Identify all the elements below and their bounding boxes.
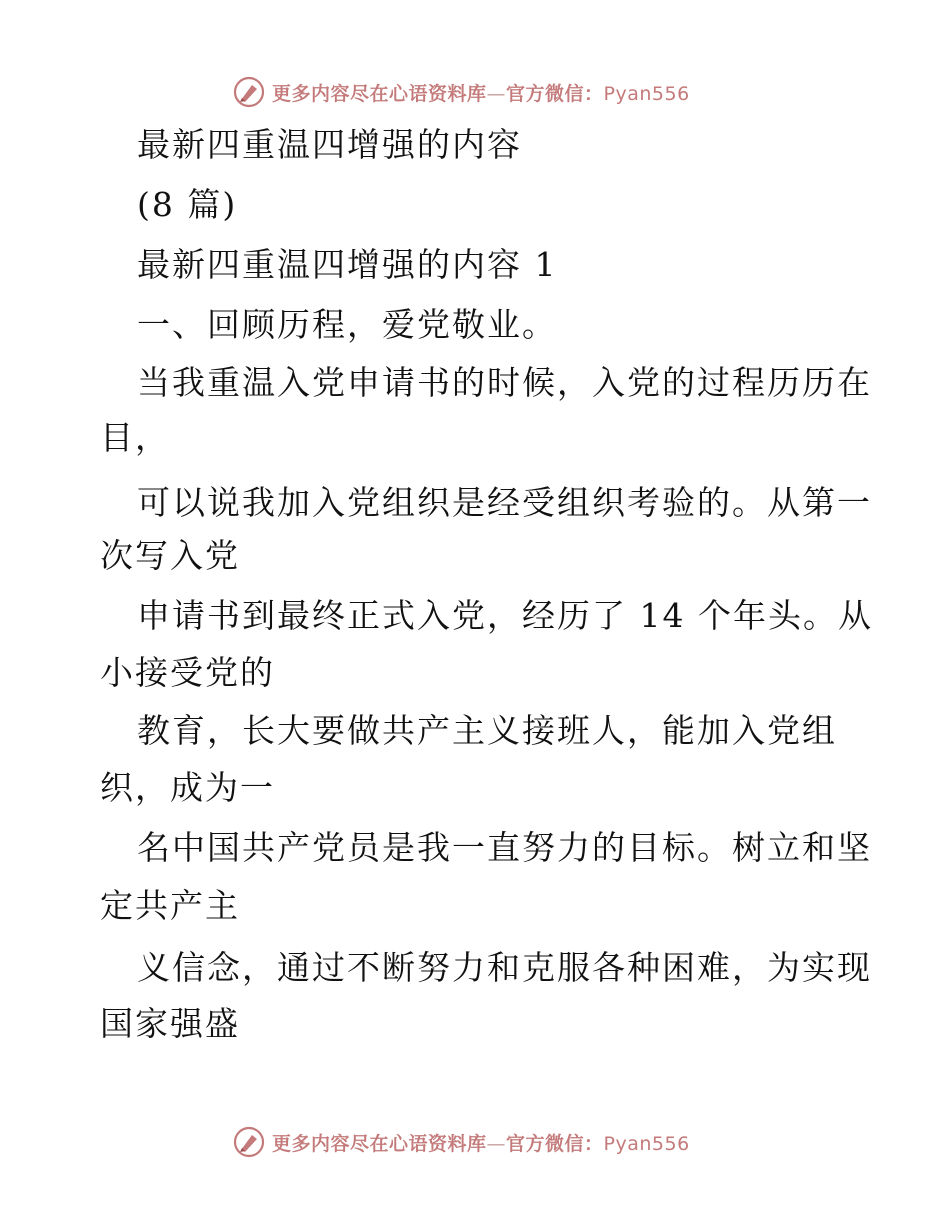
banner-text (272, 79, 690, 106)
paragraph-line: 次写入党 (100, 536, 240, 575)
document-title: 最新四重温四增强的内容 (137, 125, 522, 164)
footer-banner (232, 1122, 690, 1162)
paragraph-line: 名中国共产党员是我一直努力的目标。树立和坚 (137, 828, 872, 867)
pen-nib-logo-icon (232, 1125, 266, 1159)
banner-text (272, 1129, 690, 1156)
banner-separator: — (486, 82, 507, 105)
banner-wechat-id: Pyan556 (603, 82, 690, 105)
paragraph-line: 申请书到最终正式入党，经历了 14 个年头。从 (137, 596, 873, 635)
paragraph-line: 小接受党的 (100, 653, 275, 692)
paragraph-line: 国家强盛 (100, 1004, 240, 1043)
paragraph-line: 目， (100, 418, 170, 457)
banner-wechat-label: 官方微信： (506, 82, 604, 105)
banner-site-text: 更多内容尽在心语资料库 (272, 1132, 487, 1155)
paragraph-line: 可以说我加入党组织是经受组织考验的。从第一 (137, 483, 872, 522)
section-heading: 最新四重温四增强的内容 1 (137, 245, 558, 284)
banner-separator: — (486, 1132, 507, 1155)
document-title-count: (8 篇) (137, 185, 238, 224)
paragraph-line: 织，成为一 (100, 768, 275, 807)
header-banner (232, 72, 690, 112)
banner-wechat-id: Pyan556 (603, 1132, 690, 1155)
paragraph-line: 当我重温入党申请书的时候，入党的过程历历在 (137, 363, 872, 402)
banner-site-text: 更多内容尽在心语资料库 (272, 82, 487, 105)
paragraph-line: 定共产主 (100, 886, 240, 925)
paragraph-line: 教育，长大要做共产主义接班人，能加入党组 (137, 711, 837, 750)
banner-wechat-label: 官方微信： (506, 1132, 604, 1155)
subheading: 一、回顾历程，爱党敬业。 (137, 305, 557, 344)
pen-nib-logo-icon (232, 75, 266, 109)
paragraph-line: 义信念，通过不断努力和克服各种困难，为实现 (137, 948, 872, 987)
